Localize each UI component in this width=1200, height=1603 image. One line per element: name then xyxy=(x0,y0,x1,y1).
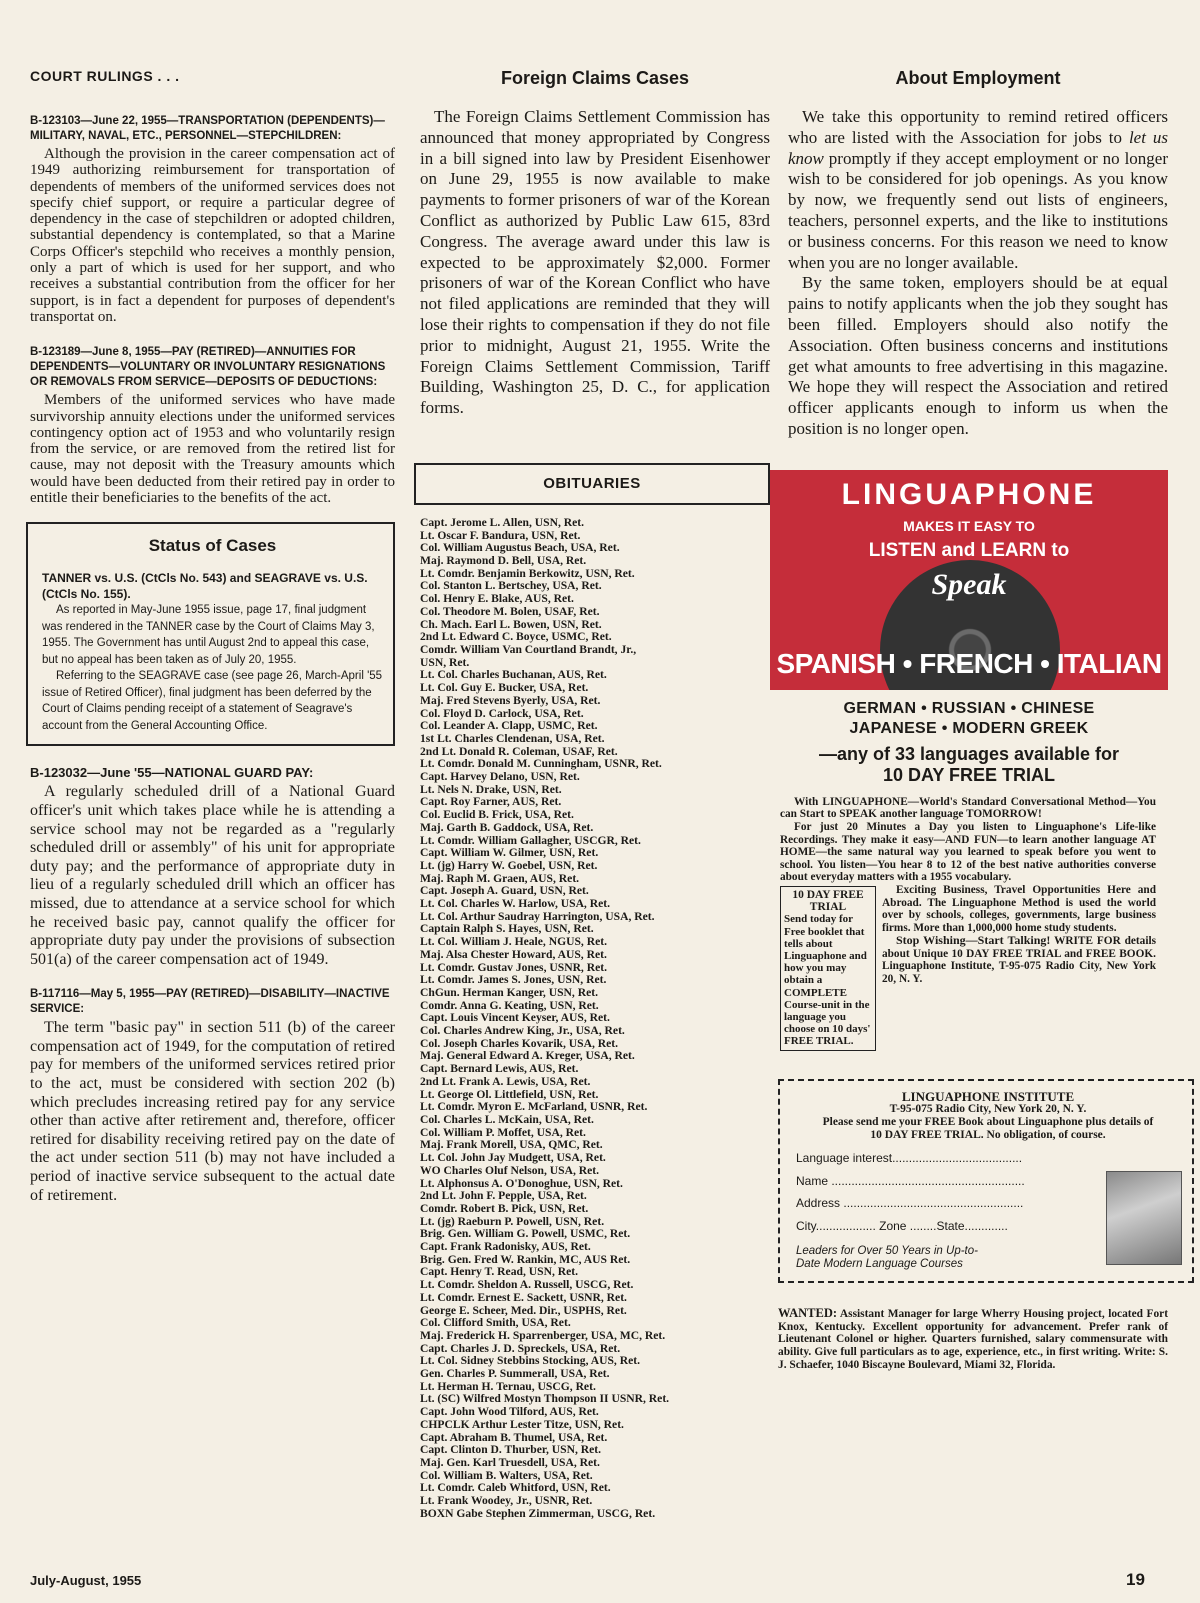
obituary-entry: Capt. Joseph A. Guard, USN, Ret. xyxy=(420,884,589,898)
employment-paragraph: By the same token, employers should be at equal pains to notify applicants when the job they sought has been filled. Employers should also notify the Association. Often business concerns and institutions get what amounts to free advertising in this magazine. We hope they will respect the Association and retired officer applicants enough to inform us when the position is no longer open. xyxy=(788,273,1168,438)
offer-line: —any of 33 languages available for xyxy=(818,743,1120,764)
ad-paragraph: With LINGUAPHONE—World's Standard Conversational Method—You can Start to SPEAK another language TOMORROW! xyxy=(780,795,1156,821)
obituary-entry: Capt. Clinton D. Thurber, USN, Ret. xyxy=(420,1443,602,1457)
obituary-entry: Lt. George Ol. Littlefield, USN, Ret. xyxy=(420,1087,599,1101)
status-paragraph: Referring to the SEAGRAVE case (see page 26, March-April '55 issue of Retired Officer), final judgment has been deferred by the Court of Claims pending receipt of a statement of Seagrave's account from the General Accounting Office. xyxy=(42,670,383,732)
text-run: Stop Wishing—Start Talking! xyxy=(896,933,1051,948)
ad-languages: GERMAN • RUSSIAN • CHINESE xyxy=(843,699,1095,717)
obituary-entry: Lt. Comdr. Ernest E. Sackett, USNR, Ret. xyxy=(420,1290,627,1304)
obituary-entry: Ch. Mach. Earl L. Bowen, USN, Ret. xyxy=(420,617,602,631)
ad-languages: SPANISH • FRENCH • ITALIAN xyxy=(776,647,1162,679)
ad-tagline: MAKES IT EASY TO xyxy=(903,517,1035,534)
obituary-entry: Lt. Comdr. Myron E. McFarland, USNR, Ret. xyxy=(420,1100,648,1114)
obituary-entry: Lt. Col. Arthur Saudray Harrington, USA, Ret. xyxy=(420,909,655,923)
text-run: promptly if they accept employment or no longer wish to be considered for job openings. As you know by now, we frequently send out lists of engineers, teachers, personnel experts, and the like to institutions or business concerns. For this reason we need to know when you are no longer available. xyxy=(788,148,1168,272)
obituary-entry: Col. Charles L. McKain, USA, Ret. xyxy=(420,1113,594,1126)
ruling-heading: B-123032—June '55—NATIONAL GUARD PAY: xyxy=(30,765,314,781)
obituary-entry: Lt. Comdr. Benjamin Berkowitz, USN, Ret. xyxy=(420,566,635,580)
obituary-entry: Col. William P. Moffet, USA, Ret. xyxy=(420,1125,586,1139)
obituary-entry: Capt. Bernard Lewis, AUS, Ret. xyxy=(420,1062,579,1076)
obituary-entry: Lt. Comdr. Gustav Jones, USNR, Ret. xyxy=(420,960,608,974)
obituary-entry: 1st Lt. Charles Clendenan, USA, Ret. xyxy=(420,731,605,745)
obituary-entry: Capt. Harvey Delano, USN, Ret. xyxy=(420,770,580,784)
obituary-entry: Capt. Jerome L. Allen, USN, Ret. xyxy=(420,515,585,529)
obituary-entry: Lt. Comdr. Donald M. Cunningham, USNR, Ret. xyxy=(420,757,662,771)
obituary-entry: Maj. Garth B. Gaddock, USA, Ret. xyxy=(420,820,594,834)
obituary-entry: Capt. Louis Vincent Keyser, AUS, Ret. xyxy=(420,1011,610,1025)
wanted-lead: WANTED: xyxy=(778,1305,838,1320)
obituary-entry: Col. Leander A. Clapp, USMC, Ret. xyxy=(420,719,598,733)
obituary-entry: Comdr. Robert B. Pick, USN, Ret. xyxy=(420,1201,589,1215)
coupon-name: LINGUAPHONE INSTITUTE xyxy=(901,1088,1075,1104)
obituary-entry: Brig. Gen. Fred W. Rankin, MC, AUS Ret. xyxy=(420,1252,631,1266)
obituary-entry: Col. Euclid B. Frick, USA, Ret. xyxy=(420,808,574,822)
obituary-entry: Maj. Frank Morell, USA, QMC, Ret. xyxy=(420,1138,603,1152)
obituaries-heading-box xyxy=(414,463,770,505)
obituary-entry: Maj. Fred Stevens Byerly, USA, Ret. xyxy=(420,693,601,707)
obituary-entry: Maj. Raymond D. Bell, USA, Ret. xyxy=(420,554,587,568)
obituary-entry: Col. Floyd D. Carlock, USA, Ret. xyxy=(420,706,584,720)
wanted-ad xyxy=(778,1307,1168,1372)
obituary-entry: Lt. Col. Guy E. Bucker, USA, Ret. xyxy=(420,681,589,695)
obituary-entry: Col. William B. Walters, USA, Ret. xyxy=(420,1468,593,1482)
obituary-entry: Lt. Frank Woodey, Jr., USNR, Ret. xyxy=(420,1494,593,1508)
foreign-claims-title: Foreign Claims Cases xyxy=(500,68,690,88)
obituary-entry: Lt. (jg) Harry W. Goebel, USN, Ret. xyxy=(420,858,598,872)
ad-paragraph: For just 20 Minutes a Day you listen to Linguaphone's Life-like Recordings. They make it easy—AND FUN—to learn another language AT HOME—the same natural way you learned to speak before you went to school. You listen—You hear 8 to 12 of the best native authorities converse about everyday matters with a 1955 vocabulary. xyxy=(780,820,1156,884)
obituary-entry: Lt. Nels N. Drake, USN, Ret. xyxy=(420,782,562,796)
text-run: We take this opportunity to remind retired officers who are listed with the Association for jobs to xyxy=(788,107,1168,147)
ad-body xyxy=(770,796,1168,1053)
offer-line: 10 DAY FREE TRIAL xyxy=(882,764,1056,785)
obituary-entry: Lt. Col. John Jay Mudgett, USA, Ret. xyxy=(420,1151,606,1165)
employment-title: About Employment xyxy=(895,68,1061,88)
obituary-entry: Col. Charles Andrew King, Jr., USA, Ret. xyxy=(420,1024,625,1038)
issue-date: July-August, 1955 xyxy=(30,1573,142,1588)
obituary-entry: Col. Joseph Charles Kovarik, USA, Ret. xyxy=(420,1036,619,1050)
obituary-entry: Lt. Herman H. Ternau, USCG, Ret. xyxy=(420,1379,596,1393)
free-trial-box xyxy=(780,886,876,1051)
ruling-body: A regularly scheduled drill of a National Guard officer's unit which takes place while he is attending a service school may not be regarded as a "regularly scheduled drill or assembly" of his unit for appropriate duty pay; and the performance of appropriate duty in lieu of a regularly scheduled drill which an officer has missed, due to attendance at a service school for which he received basic pay, cannot qualify the officer for appropriate duty pay under the provisions of subsection 501(a) of the career compensation act of 1949. xyxy=(30,783,395,968)
ad-tagline: LISTEN and LEARN to xyxy=(868,539,1070,561)
obituary-entry: CHPCLK Arthur Lester Titze, USN, Ret. xyxy=(420,1417,624,1431)
order-coupon xyxy=(778,1079,1194,1283)
obituary-entry: Captain Ralph S. Hayes, USN, Ret. xyxy=(420,922,594,936)
name-field[interactable]: Name .......................................................... xyxy=(796,1173,1025,1188)
obituary-entry: Lt. Col. Charles W. Harlow, USA, Ret. xyxy=(420,897,611,911)
footer-line: Leaders for Over 50 Years in Up-to- xyxy=(796,1244,978,1257)
obituary-entry: Brig. Gen. William G. Powell, USMC, Ret. xyxy=(420,1227,631,1241)
ruling-heading: B-123103—June 22, 1955—TRANSPORTATION (DEPENDENTS)—MILITARY, NAVAL, ETC., PERSONNEL—STEPCHILDREN: xyxy=(30,115,385,142)
obituary-entry: Capt. Frank Radonisky, AUS, Ret. xyxy=(420,1240,591,1254)
obituary-entry: Lt. Alphonsus A. O'Donoghue, USN, Ret. xyxy=(420,1176,623,1190)
foreign-claims-column xyxy=(420,68,770,1521)
obituaries-title: OBITUARIES xyxy=(543,474,641,492)
page-number: 19 xyxy=(1126,1570,1145,1589)
obituary-entry: Lt. Comdr. Caleb Whitford, USN, Ret. xyxy=(420,1481,611,1495)
status-of-cases-box xyxy=(26,522,395,746)
trial-box-text: Send today for Free booklet that tells about Linguaphone and how you may obtain a COMPLETE Course-unit in the language you choose on 10 days' FREE TRIAL. xyxy=(784,913,871,1048)
obituary-entry: Lt. Col. William J. Heale, NGUS, Ret. xyxy=(420,935,607,949)
obituary-entry: Capt. Henry T. Read, USN, Ret. xyxy=(420,1265,579,1279)
footer-line: Date Modern Language Courses xyxy=(796,1257,963,1270)
obituary-entry: USN, Ret. xyxy=(420,655,470,669)
course-photo xyxy=(1106,1171,1182,1265)
status-paragraph: As reported in May-June 1955 issue, page 17, final judgment was rendered in the TANNER case by the Court of Claims May 3, 1955. The Government has until August 2nd to appeal this case, but no appeal has been taken as of July 20, 1955. xyxy=(42,604,375,666)
coupon-address: T-95-075 Radio City, New York 20, N. Y. xyxy=(889,1103,1087,1116)
obituary-entry: Lt. Col. Charles Buchanan, AUS, Ret. xyxy=(420,668,607,682)
obituary-entry: Lt. Oscar F. Bandura, USN, Ret. xyxy=(420,528,581,542)
obituary-entry: Maj. General Edward A. Kreger, USA, Ret. xyxy=(420,1049,635,1063)
ruling-body: Although the provision in the career compensation act of 1949 authorizing reimbursement for transportation of dependents of members of the uniformed services does not specify chief support, or require a particular degree of dependency in the case of stepchildren or adopted children, substantial dependency is contemplated, so that a Marine Corps Officer's stepchild who receives a monthly pension, only a part of which is used for her support, and who receives a substantial contribution from the officer for her support, is in fact a dependent for purposes of dependent's transportat on. xyxy=(30,146,395,325)
obituary-entry: 2nd Lt. John F. Pepple, USA, Ret. xyxy=(420,1189,587,1203)
obituary-entry: Lt. Comdr. Sheldon A. Russell, USCG, Ret. xyxy=(420,1278,634,1292)
obituary-entry: Comdr. William Van Courtland Brandt, Jr., xyxy=(420,642,637,656)
section-label: COURT RULINGS . . . xyxy=(30,68,180,84)
ad-offer xyxy=(770,744,1168,786)
language-interest-field[interactable]: Language interest....................................... xyxy=(796,1150,1023,1165)
court-rulings-column xyxy=(30,68,395,1205)
obituary-entry: Gen. Charles P. Summerall, USA, Ret. xyxy=(420,1367,610,1381)
obituary-entry: Col. Henry E. Blake, AUS, Ret. xyxy=(420,592,574,606)
ad-speak: Speak xyxy=(931,567,1007,601)
obituary-entry: Capt. Charles J. D. Spreckels, USA, Ret. xyxy=(420,1341,621,1355)
obituary-entry: Lt. Col. Sidney Stebbins Stocking, AUS, Ret. xyxy=(420,1354,641,1368)
linguaphone-ad-copy xyxy=(770,700,1168,1053)
obituary-entry: Lt. (jg) Raeburn P. Powell, USN, Ret. xyxy=(420,1214,605,1228)
ruling-body: The term "basic pay" in section 511 (b) of the career compensation act of 1949, for the computation of retired pay for members of the uniformed services retired prior to the act, must be considered with section 202 (b) which precludes increasing retired pay for any service other than active after retirement and, therefore, officer retired for disability receiving retired pay on the date of the act under section 511 (b) may not have included a period of inactive service subsequent to the actual date of retirement. xyxy=(30,1019,395,1204)
obituary-entry: Col. William Augustus Beach, USA, Ret. xyxy=(420,541,620,555)
obituary-entry: Comdr. Anna G. Keating, USN, Ret. xyxy=(420,998,599,1012)
ruling-body: Members of the uniformed services who have made survivorship annuity elections under the uniformed services contingency option act of 1953 and who voluntarily resign from the service, or are removed from the retired list for cause, may not deposit with the Treasury amounts which would have been deducted from their retired pay in order to entitle their beneficiaries to the benefits of the act. xyxy=(30,392,395,507)
coupon-text: Please send me your FREE Book about Linguaphone plus details of 10 DAY FREE TRIAL. No obligation, of course. xyxy=(822,1116,1154,1141)
status-title: Status of Cases xyxy=(148,536,277,556)
obituary-entry: Lt. Comdr. William Gallagher, USCGR, Ret. xyxy=(420,833,641,847)
obituary-entry: Col. Clifford Smith, USA, Ret. xyxy=(420,1316,571,1330)
employment-paragraph xyxy=(788,107,1168,273)
ad-languages: JAPANESE • MODERN GREEK xyxy=(849,719,1089,737)
wanted-text: Assistant Manager for large Wherry Housing project, located Fort Knox, Kentucky. Excellent opportunity for advancement. Prefer rank of Lieutenant Colonel or higher. Quarters furnished, salary commensurate with ability. Give full particulars as to age, experience, etc., in first writing. Write: S. J. Schaefer, 1040 Biscayne Boulevard, Miami 32, Florida. xyxy=(778,1307,1168,1371)
obituary-entry: 2nd Lt. Edward C. Boyce, USMC, Ret. xyxy=(420,630,612,644)
address-field[interactable]: Address ...................................................... xyxy=(796,1196,1024,1211)
text-run: WRITE FOR details about Unique 10 DAY FREE TRIAL and FREE BOOK. Linguaphone Institute, T-95-075 Radio City, New York 20, N. Y. xyxy=(882,935,1156,986)
obituary-entry: WO Charles Oluf Nelson, USA, Ret. xyxy=(420,1163,600,1177)
employment-column xyxy=(776,68,1168,1371)
foreign-claims-body: The Foreign Claims Settlement Commission has announced that money appropriated by Congress in a bill signed into law by President Eisenhower on June 29, 1955 is now available to make payments to former prisoners of war of the Korean Conflict as authorized by Public Law 615, 83rd Congress. The average award under this law is expected to be approximately $2,000. Former prisoners of war of the Korean Conflict who have not filed applications are reminded that they will lose their rights to compensation if they do not file prior to midnight, August 21, 1955. Write the Foreign Claims Settlement Commission, Tariff Building, Washington 25, D. C., for application forms. xyxy=(420,107,770,418)
case-heading: TANNER vs. U.S. (CtCls No. 543) and SEAGRAVE vs. U.S. (CtCls No. 155). xyxy=(42,571,368,602)
ruling-heading: B-117116—May 5, 1955—PAY (RETIRED)—DISABILITY—INACTIVE SERVICE: xyxy=(30,988,390,1016)
ad-brand: LINGUAPHONE xyxy=(841,477,1097,511)
obituary-entry: Col. Stanton L. Bertschey, USA, Ret. xyxy=(420,579,602,593)
obituary-entry: Capt. William W. Gilmer, USN, Ret. xyxy=(420,846,599,860)
obituaries-list xyxy=(420,517,770,1521)
obituary-entry: ChGun. Herman Kanger, USN, Ret. xyxy=(420,985,598,999)
obituary-entry: Capt. Roy Farner, AUS, Ret. xyxy=(420,795,562,809)
obituary-entry: Col. Theodore M. Bolen, USAF, Ret. xyxy=(420,604,600,618)
trial-box-title: 10 DAY FREE TRIAL xyxy=(792,888,864,914)
linguaphone-ad-banner xyxy=(770,470,1168,690)
obituary-entry: Lt. Comdr. James S. Jones, USN, Ret. xyxy=(420,973,607,987)
obituary-entry: Capt. John Wood Tilford, AUS, Ret. xyxy=(420,1405,599,1419)
emphasis: let us know xyxy=(788,127,1168,168)
obituary-entry: 2nd Lt. Frank A. Lewis, USA, Ret. xyxy=(420,1074,591,1088)
obituary-entry: 2nd Lt. Donald R. Coleman, USAF, Ret. xyxy=(420,744,618,758)
obituary-entry: Capt. Abraham B. Thumel, USA, Ret. xyxy=(420,1430,608,1444)
obituary-entry: George E. Scheer, Med. Dir., USPHS, Ret. xyxy=(420,1303,627,1317)
ad-paragraph: Exciting Business, Travel Opportunities Here and Abroad. The Linguaphone Method is used the world over by schools, colleges, governments, large business firms. More than 1,000,000 home study students. xyxy=(882,883,1156,934)
obituary-entry: Maj. Alsa Chester Howard, AUS, Ret. xyxy=(420,947,607,961)
city-field[interactable]: City.................. Zone ........State............. xyxy=(796,1219,1008,1234)
obituary-entry: Lt. (SC) Wilfred Mostyn Thompson II USNR, Ret. xyxy=(420,1392,670,1406)
obituary-entry: Maj. Frederick H. Sparrenberger, USA, MC, Ret. xyxy=(420,1328,666,1342)
ruling-heading: B-123189—June 8, 1955—PAY (RETIRED)—ANNUITIES FOR DEPENDENTS—VOLUNTARY OR INVOLUNTARY RESIGNATIONS OR REMOVALS FROM SERVICE—DEPOSITS OF DEDUCTIONS: xyxy=(30,346,386,389)
obituary-entry: Maj. Gen. Karl Truesdell, USA, Ret. xyxy=(420,1455,600,1469)
obituary-entry: BOXN Gabe Stephen Zimmerman, USCG, Ret. xyxy=(420,1506,656,1520)
obituary-entry: Maj. Raph M. Graen, AUS, Ret. xyxy=(420,871,580,885)
